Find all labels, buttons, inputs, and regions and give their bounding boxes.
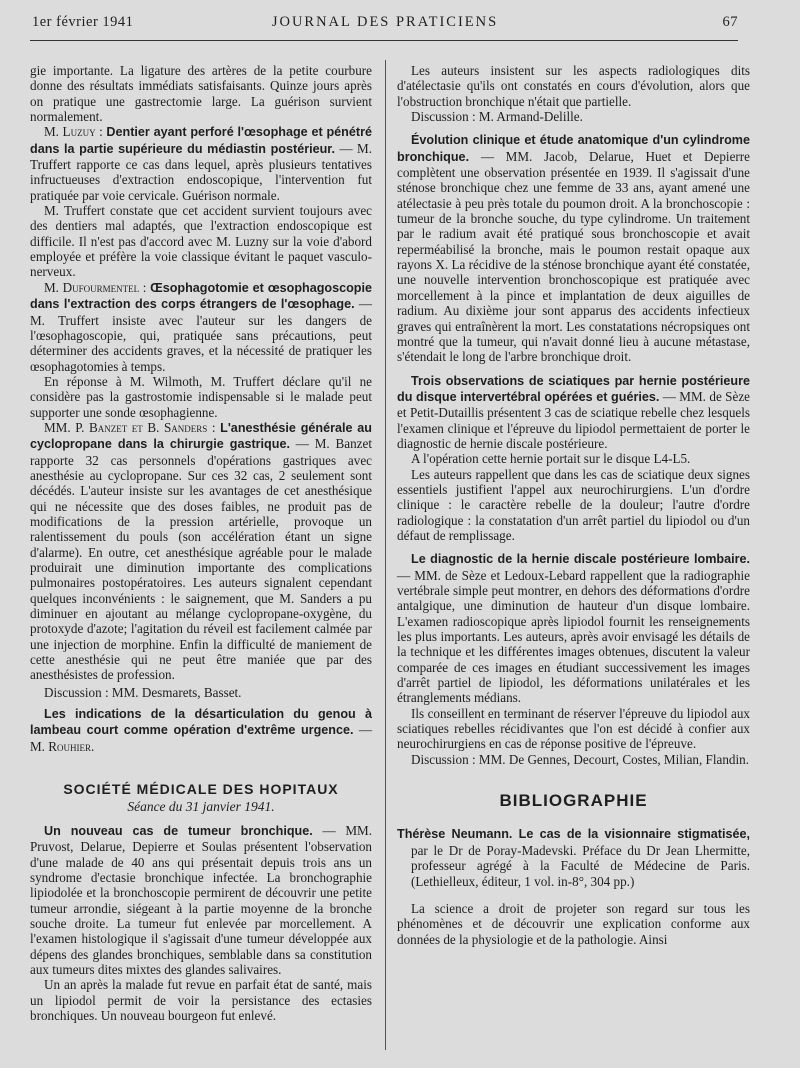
paragraph: Ils conseillent en terminant de réserver l'épreuve du lipiodol aux sciatiques rebelles récidivantes que l'on est décidé à confier aux neurochirurgiens en cas de réponse positive de l'épreuve. xyxy=(397,705,750,752)
article-title: Dentier ayant perforé l'œsophage et pénétré dans la partie supérieure du médiastin postérieur. xyxy=(30,125,372,156)
paragraph-text: — MM. de Sèze et Ledoux-Lebard rappellent que la radiographie vertébrale simple peut montrer, en dehors des déformations d'ordre antalgique, une diminution de hauteur d'un disque lombaire. L'examen radioscopique après lipiodol fournit les renseignements les plus importants. Les auteurs, après avoir envisagé les détails de la technique et les différentes images obtenues, discutent la valeur comparée de ces images en étudiant successivement les images d'arrêt partiel de lipiodol, les déformations unilatérales et les étranglements médians. xyxy=(397,567,750,706)
paragraph-text: — M. Rouhier. xyxy=(30,722,372,754)
paragraph: Les auteurs rappellent que dans les cas de sciatique deux signes essentiels justifient l'appel aux neurochirurgiens. L'un d'ordre clinique : le caractère rebelle de la douleur; l'autre d'ordre radiologique : la constatation d'un arrêt partiel du lipiodol ou d'un défaut de remplissage. xyxy=(397,466,750,543)
paragraph: Un an après la malade fut revue en parfait état de santé, mais un lipiodol permit de voir la persistance des ectasies bronchiques. Un nouveau bourgeon fut enlevé. xyxy=(30,977,372,1023)
right-column xyxy=(397,63,750,947)
discussion: Discussion : MM. Desmarets, Basset. xyxy=(44,684,242,700)
paragraph: M. Truffert constate que cet accident survient toujours avec des dentiers mal adaptés, que l'extraction endoscopique est difficile. Il n'est pas d'accord avec M. Luzny sur la voie d'abord employée et préfère la voie classique évitant le paquet vasculo-nerveux. xyxy=(30,203,372,280)
article-title: Un nouveau cas de tumeur bronchique. xyxy=(44,823,313,838)
paragraph: Les auteurs insistent sur les aspects radiologiques dits d'atélectasie qu'ils ont constatés en cours d'évolution, alors que l'obstruction bronchique n'était que partielle. xyxy=(397,63,750,109)
paragraph-text: — MM. Jacob, Delarue, Huet et Depierre complètent une observation présentée en 1939. Il s'agissait d'une sténose bronchique chez une femme de 33 ans, ayant amené une atélectasie à peu près totale du poumon droit. A la bronchoscopie : tumeur de la bronche souche, du type cylindrome. Un traitement par le radium avait été pratiqué sous bronchoscopie et avait reperméabilisé la bronche, mais le poumon restait opaque aux rayons X. La récidive de la sténose bronchique ayant été constatée, une nouvelle intervention bronchoscopique est pratiquée avec morcellement à la pince et implantation de deux aiguilles de radium. Au dixième jour sont apparus des accidents infectieux graves qui entraînèrent la mort. Les constatations nécropsiques ont montré que la tumeur, qui n'avait donné lieu à aucune métastase, s'étendait le long de l'arbre bronchique droit. xyxy=(397,148,750,365)
article-title: Œsophagotomie et œsophagoscopie dans l'extraction des corps étrangers de l'œsophage. xyxy=(30,280,372,312)
page-number: 67 xyxy=(722,14,738,30)
article-title: L'anesthésie générale au cyclopropane dans la chirurgie gastrique. xyxy=(30,420,372,452)
paragraph-text: — M. Banzet rapporte 32 cas personnels d'opérations gastriques avec anesthésie au cyclopropane. Sur ces 32 cas, 2 seulement sont décédés. L'auteur insiste sur les avantages de cet anesthésique qui ne nécessite que des doses faibles, ne produit pas de modifications de la pression artérielle, provoque un ralentissement du pouls (son accélération étant un signe d'alarme). En outre, cet anesthésique agréable pour le malade produirait une diminution importante des complications pulmonaires postopératoires. Les auteurs signalent cependant quelques inconvénients : le saignement, que M. Sanders a pu diminuer en ajoutant au mélange cyclopropane-oxygène, du protoxyde d'azote; l'agitation du réveil est facilement calmée par une injection de morphine. Enfin la difficulté de maniement de cette anesthésie qui ne peut être maniée que par des anesthésistes de profession. xyxy=(30,436,372,683)
article-title: Évolution clinique et étude anatomique d'un cylindrome bronchique. xyxy=(397,133,750,164)
header-rule xyxy=(30,40,738,41)
author-name: M. Luzuy : xyxy=(44,124,103,140)
journal-title: JOURNAL DES PRATICIENS xyxy=(271,14,499,30)
section-title: SOCIÉTÉ MÉDICALE DES HOPITAUX xyxy=(63,781,339,798)
paragraph xyxy=(30,124,372,203)
column-divider xyxy=(385,60,386,1050)
paragraph: A l'opération cette hernie portait sur le disque L4-L5. xyxy=(411,451,691,467)
book-title: Thérèse Neumann. Le cas de la visionnaire stigmatisée, xyxy=(397,827,750,842)
paragraph xyxy=(397,132,750,364)
paragraph: gie importante. La ligature des artères de la petite courbure donne des résultats immédiats satisfaisants. Quinze jours après on pratique une gastrectomie large. La guérison survient normalement. xyxy=(30,63,372,125)
bibliography-entry xyxy=(397,826,750,888)
bibliography-title: BIBLIOGRAPHIE xyxy=(499,791,648,811)
article-title: Les indications de la désarticulation du genou à lambeau court comme opération d'extrême urgence. xyxy=(30,707,372,738)
paragraph xyxy=(397,551,750,705)
paragraph xyxy=(30,706,372,754)
left-column xyxy=(30,63,372,1023)
book-details: par le Dr de Poray-Madevski. Préface du Dr Jean Lhermitte, professeur agrégé à la Faculté de Médecine de Paris. (Lethielleux, éditeur, 1 vol. in-8°, 304 pp.) xyxy=(411,842,750,889)
discussion: Discussion : MM. De Gennes, Decourt, Costes, Milian, Flandin. xyxy=(411,751,749,767)
author-name: MM. P. Banzet et B. Sanders : xyxy=(44,419,216,435)
author-name: M. Dufourmentel : xyxy=(44,279,147,295)
paragraph: La science a droit de projeter son regard sur tous les phénomènes et de découvrir une explication conforme aux données de la physiologie et de la pathologie. Ainsi xyxy=(397,900,750,947)
paragraph xyxy=(30,280,372,374)
page-header xyxy=(32,14,738,36)
header-date: 1er février 1941 xyxy=(32,14,134,30)
paragraph xyxy=(397,373,750,452)
article-title: Le diagnostic de la hernie discale postérieure lombaire. xyxy=(411,552,750,567)
paragraph: En réponse à M. Wilmoth, M. Truffert déclare qu'il ne considère pas la gastrostomie indispensable si le malade peut supporter une sonde œsophagienne. xyxy=(30,373,372,420)
section-date: Séance du 31 janvier 1941. xyxy=(127,799,275,815)
paragraph-text: — M. Truffert rapporte ce cas dans lequel, après plusieurs tentatives infructueuses d'extraction endoscopique, l'intervention fut pratiquée par voie cervicale. Guérison normale. xyxy=(30,140,372,203)
paragraph-text: — MM. Pruvost, Delarue, Depierre et Soulas présentent l'observation d'une malade de 40 ans qui présentait depuis trois ans un syndrome d'ectasie bronchique infectée. La bronchographie lipiodolée et la bronchoscopie permirent de découvrir une petite tumeur arrondie, siégeant à la partie moyenne de la bronche souche droite. La tumeur fut enlevée par morcellement. A l'examen histologique il s'agissait d'une tumeur développée aux dépens des glandes bronchiques, semblable dans sa constitution aux tumeurs dites mixtes des glandes salivaires. xyxy=(30,822,372,977)
paragraph-text: — MM. de Sèze et Petit-Dutaillis présentent 3 cas de sciatique rebelle chez lesquels l'examen clinique et l'épreuve du lipiodol permettaient de porter le diagnostic de hernie discale postérieure. xyxy=(397,388,750,451)
article-title: Trois observations de sciatiques par hernie postérieure du disque intervertébral opérées et guéries. xyxy=(397,373,750,404)
discussion: Discussion : M. Armand-Delille. xyxy=(411,109,583,125)
paragraph xyxy=(30,420,372,683)
paragraph xyxy=(30,823,372,977)
paragraph-text: — M. Truffert insiste avec l'auteur sur les dangers de l'œsophagoscopie, qui, pratiquée sans précautions, peut déterminer des accidents graves, et la nécessité de pratiquer les œsophagotomies à temps. xyxy=(30,296,372,374)
